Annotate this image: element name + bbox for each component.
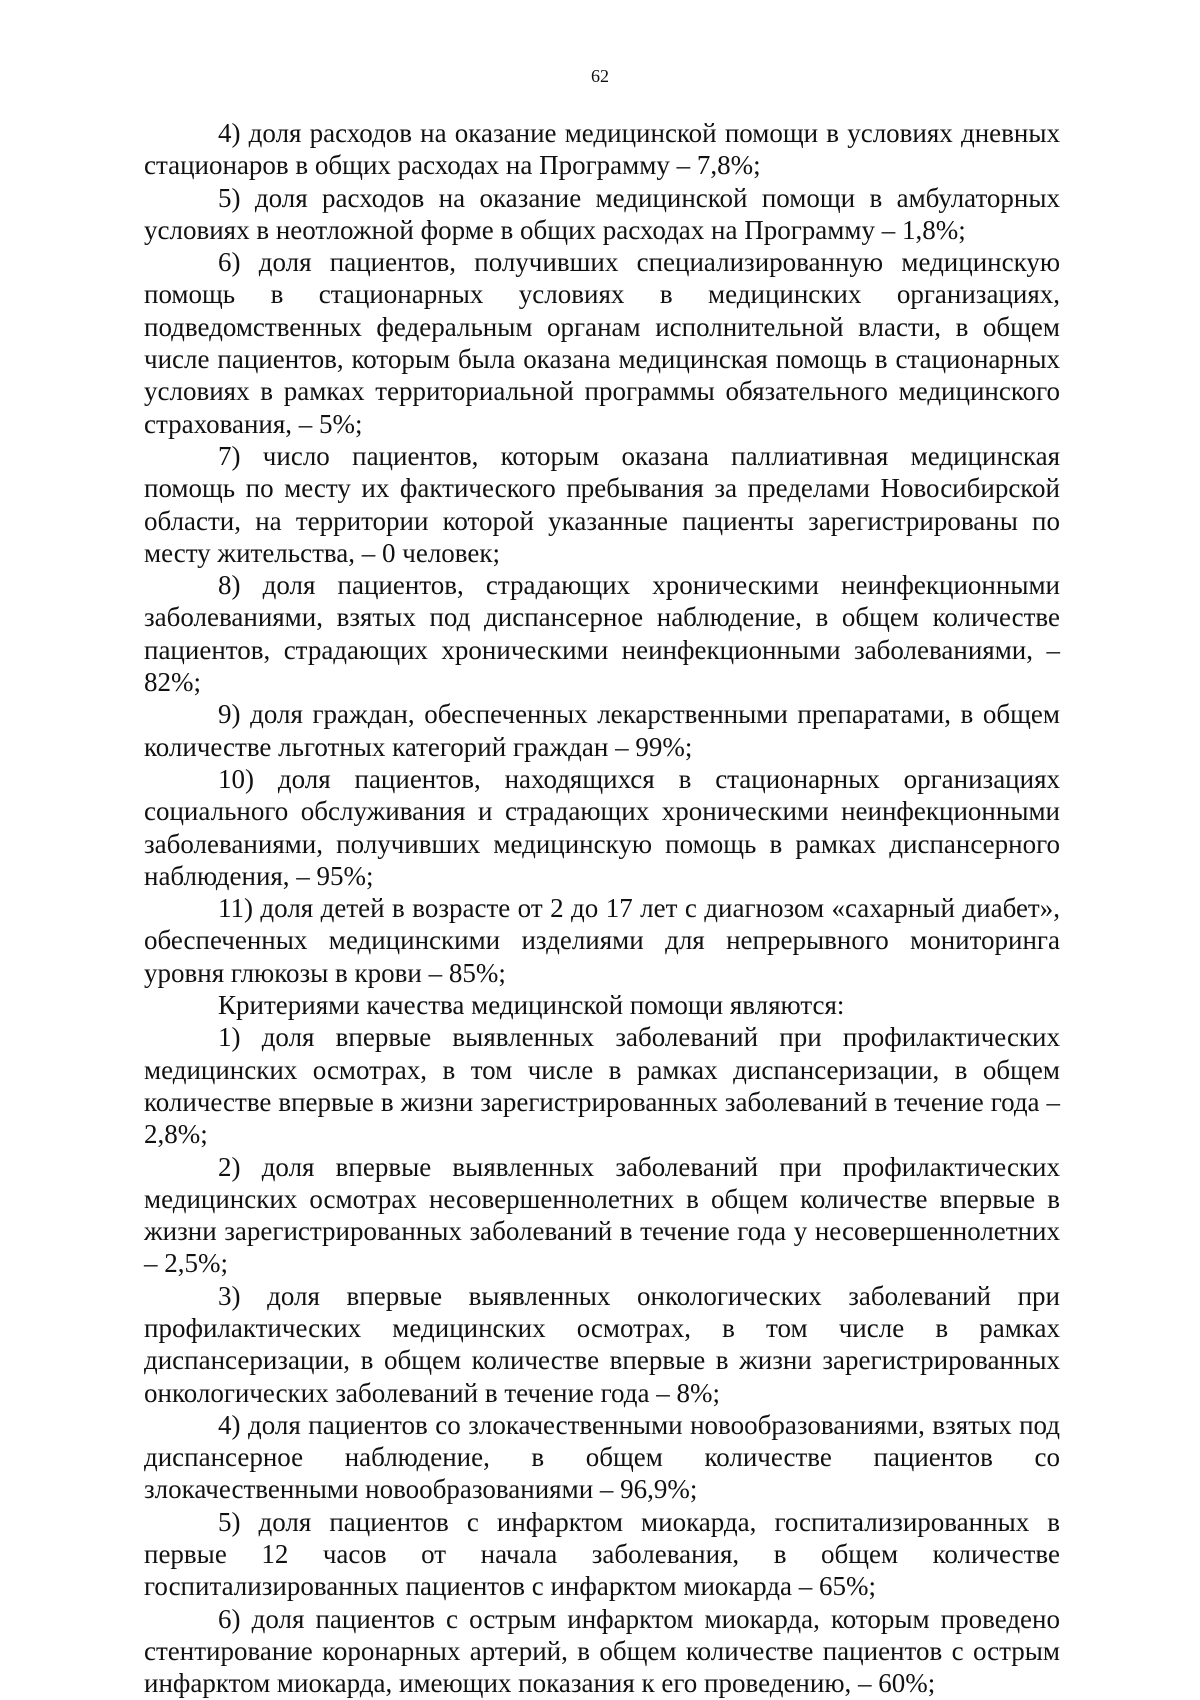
paragraph-children-diabetes-monitoring: 11) доля детей в возрасте от 2 до 17 лет с диагнозом «сахарный диабет», обеспеченных медицинскими изделиями для непрерывного мониторинга уровня глюкозы в крови – 85%; <box>144 893 1060 988</box>
paragraph-coronary-stenting: 6) доля пациентов с острым инфарктом миокарда, которым проведено стентирование коронарных артерий, в общем количестве пациентов с острым инфарктом миокарда, имеющих показания к его проведению, – 60%; <box>144 1603 1060 1699</box>
paragraph-first-detected-oncology: 3) доля впервые выявленных онкологических заболеваний при профилактических медицинских осмотрах, в том числе в рамках диспансеризации, в общем количестве впервые в жизни зарегистрированных онкологических заболеваний в течение года – 8%; <box>144 1280 1060 1408</box>
document-body <box>144 117 1060 1700</box>
paragraph-chronic-disease-dispensary: 8) доля пациентов, страдающих хроническими неинфекционными заболеваниями, взятых под диспансерное наблюдение, в общем количестве пациентов, страдающих хроническими неинфекционными заболеваниями, – 82%; <box>144 570 1060 698</box>
paragraph-first-detected-minors: 2) доля впервые выявленных заболеваний при профилактических медицинских осмотрах несовершеннолетних в общем количестве впервые в жизни зарегистрированных заболеваний в течение года у несовершеннолетних – 2,5%; <box>144 1151 1060 1279</box>
paragraph-malignant-neoplasms-dispensary: 4) доля пациентов со злокачественными новообразованиями, взятых под диспансерное наблюдение, в общем количестве пациентов со злокачественными новообразованиями – 96,9%; <box>144 1409 1060 1505</box>
paragraph-social-care-patients: 10) доля пациентов, находящихся в стационарных организациях социального обслуживания и страдающих хроническими неинфекционными заболеваниями, получивших медицинскую помощь в рамках диспансерного наблюдения, – 95%; <box>144 763 1060 891</box>
paragraph-quality-criteria-heading: Критериями качества медицинской помощи являются: <box>218 990 845 1021</box>
paragraph-share-emergency-outpatient-expenses: 5) доля расходов на оказание медицинской помощи в амбулаторных условиях в неотложной форме в общих расходах на Программу – 1,8%; <box>144 182 1060 245</box>
paragraph-first-detected-diseases: 1) доля впервые выявленных заболеваний при профилактических медицинских осмотрах, в том числе в рамках диспансеризации, в общем количестве впервые в жизни зарегистрированных заболеваний в течение года – 2,8%; <box>144 1022 1060 1150</box>
paragraph-medication-provision: 9) доля граждан, обеспеченных лекарственными препаратами, в общем количестве льготных категорий граждан – 99%; <box>144 699 1060 762</box>
page-number: 62 <box>591 66 609 86</box>
paragraph-palliative-care-outside-region: 7) число пациентов, которым оказана паллиативная медицинская помощь по месту их фактического пребывания за пределами Новосибирской области, на территории которой указанные пациенты зарегистрированы по месту жительства, – 0 человек; <box>144 440 1060 568</box>
paragraph-share-day-hospital-expenses: 4) доля расходов на оказание медицинской помощи в условиях дневных стационаров в общих расходах на Программу – 7,8%; <box>144 118 1060 181</box>
paragraph-share-federal-specialized-care: 6) доля пациентов, получивших специализированную медицинскую помощь в стационарных условиях в медицинских организациях, подведомственных федеральным органам исполнительной власти, в общем числе пациентов, которым была оказана медицинская помощь в стационарных условиях в рамках территориальной программы обязательного медицинского страхования, – 5%; <box>144 247 1060 439</box>
paragraph-myocardial-infarction-hospitalized: 5) доля пациентов с инфарктом миокарда, госпитализированных в первые 12 часов от начала заболевания, в общем количестве госпитализированных пациентов с инфарктом миокарда – 65%; <box>144 1506 1060 1602</box>
